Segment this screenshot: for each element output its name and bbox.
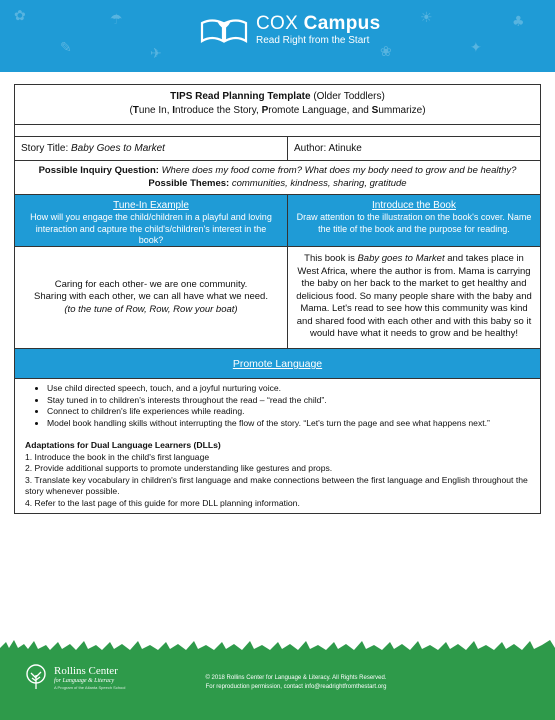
subtitle-initial-i: I	[172, 105, 176, 116]
doodle-icon: ☀	[420, 10, 433, 26]
rollins-name: Rollins Center	[54, 664, 118, 677]
story-title-value: Baby Goes to Market	[71, 143, 165, 154]
cox-campus-logo[interactable]	[198, 14, 380, 47]
strategy-list	[25, 383, 530, 429]
footer-banner	[0, 650, 555, 720]
author-value: Atinuke	[328, 143, 362, 154]
tune-in-tune-note: (to the tune of Row, Row, Row your boat)	[64, 303, 238, 315]
inquiry-row	[15, 161, 540, 195]
dll-item: 2. Provide additional supports to promote understanding like gestures and props.	[25, 463, 333, 473]
themes-label: Possible Themes:	[148, 177, 232, 189]
section-content-row	[15, 247, 540, 349]
dll-item: 3. Translate key vocabulary in children's first language and make connections between the first language and English throughout the story whenever possible.	[25, 474, 528, 496]
template-subtitle	[15, 104, 540, 118]
tune-in-line: Sharing with each other, we can all have what we need.	[34, 291, 268, 303]
doodle-icon: ✦	[470, 40, 482, 56]
introduce-text: and takes place in West Africa, where the author is from. Mama is carrying the baby on her back to the market to get healthy and delicious food. So many people share with the baby and Mama. Let's read to see how this community was kind and shared food with each other and with this baby so it would have what it needs to grow and be healthy!	[296, 253, 532, 339]
inquiry-question-label: Possible Inquiry Question:	[38, 165, 162, 176]
introduce-content-cell	[288, 247, 540, 348]
story-title-label: Story Title:	[21, 143, 72, 154]
introduce-text: This book is	[304, 253, 358, 264]
tune-in-heading: Tune-In Example	[113, 200, 189, 211]
story-title-cell	[15, 137, 288, 160]
author-cell	[288, 137, 540, 160]
book-plant-icon	[198, 15, 250, 47]
tune-in-content-cell	[15, 247, 288, 348]
dll-item: 4. Refer to the last page of this guide for more DLL planning information.	[25, 497, 300, 508]
template-title-row	[15, 85, 540, 125]
tree-icon	[24, 664, 48, 690]
promote-language-header-row	[15, 349, 540, 379]
subtitle-part: ummarize)	[378, 105, 426, 116]
planning-template-table	[14, 84, 541, 514]
template-title-suffix: (Older Toddlers)	[310, 91, 385, 102]
permission-text: For reproduction permission, contact info@readrightfromthestart.org	[205, 684, 387, 690]
rollins-subtitle: for Language & Literacy	[54, 677, 115, 684]
themes	[15, 178, 540, 191]
header-banner	[0, 0, 555, 72]
rollins-center-logo[interactable]	[24, 664, 125, 690]
section-header-row	[15, 195, 540, 247]
tune-in-header-cell	[15, 195, 288, 246]
list-item: • Stay tuned in to children's interests throughout the read – “read the child”.	[47, 395, 530, 407]
brand-name	[256, 14, 380, 34]
subtitle-initial-s: S	[371, 105, 379, 116]
promote-language-content-row	[15, 379, 540, 513]
footer-copyright-block	[176, 674, 416, 692]
doodle-icon: ✎	[60, 40, 72, 56]
author-label: Author:	[294, 143, 329, 154]
tune-in-line: Caring for each other- we are one community.	[54, 278, 248, 290]
list-item: • Model book handling skills without interrupting the flow of the story. “Let's turn the page and see what happens next.”	[47, 418, 530, 430]
subtitle-initial-t: T	[132, 105, 139, 116]
introduce-book-title: Baby goes to Market	[357, 253, 445, 264]
subtitle-part: romote Language, and	[268, 105, 372, 116]
list-item: • Connect to children's life experiences while reading.	[47, 406, 530, 418]
subtitle-part: (	[129, 105, 133, 116]
subtitle-part: une In,	[138, 105, 173, 116]
template-title-bold: TIPS Read Planning Template	[170, 91, 311, 102]
inquiry-question-value: Where does my food come from? What does my body need to grow and be healthy?	[161, 165, 517, 176]
promote-language-heading: Promote Language	[232, 358, 323, 370]
brand-campus: Campus	[303, 13, 381, 34]
story-info-row	[15, 137, 540, 161]
copyright-text: © 2018 Rollins Center for Language & Literacy. All Rights Reserved.	[205, 675, 387, 681]
doodle-icon: ☂	[110, 12, 123, 28]
brand-cox: COX	[256, 13, 299, 34]
doodle-icon: ❀	[380, 44, 392, 60]
inquiry-question	[15, 165, 540, 178]
doodle-icon: ✈	[150, 46, 162, 62]
spacer-row	[15, 125, 540, 137]
themes-value: communities, kindness, sharing, gratitude	[231, 177, 407, 189]
subtitle-initial-p: P	[261, 105, 269, 116]
introduce-prompt: Draw attention to the illustration on the book's cover. Name the title of the book and the purpose for reading.	[296, 212, 532, 234]
introduce-heading: Introduce the Book	[372, 200, 456, 211]
subtitle-part: ntroduce the Story,	[175, 105, 262, 116]
template-title	[15, 90, 540, 104]
doodle-icon: ♣	[512, 14, 525, 30]
tune-in-prompt: How will you engage the child/children in a playful and loving interaction and capture the child's/children's interest in the book?	[30, 212, 272, 245]
brand-tagline: Read Right from the Start	[256, 35, 370, 46]
introduce-header-cell	[288, 195, 540, 246]
list-item: • Use child directed speech, touch, and a joyful nurturing voice.	[47, 383, 530, 395]
dll-heading: Adaptations for Dual Language Learners (DLLs)	[25, 440, 221, 450]
dll-item: 1. Introduce the book in the child's first language	[25, 451, 210, 462]
doodle-icon: ✿	[14, 8, 26, 24]
rollins-program-note: A Program of the Atlanta Speech School	[54, 684, 126, 690]
